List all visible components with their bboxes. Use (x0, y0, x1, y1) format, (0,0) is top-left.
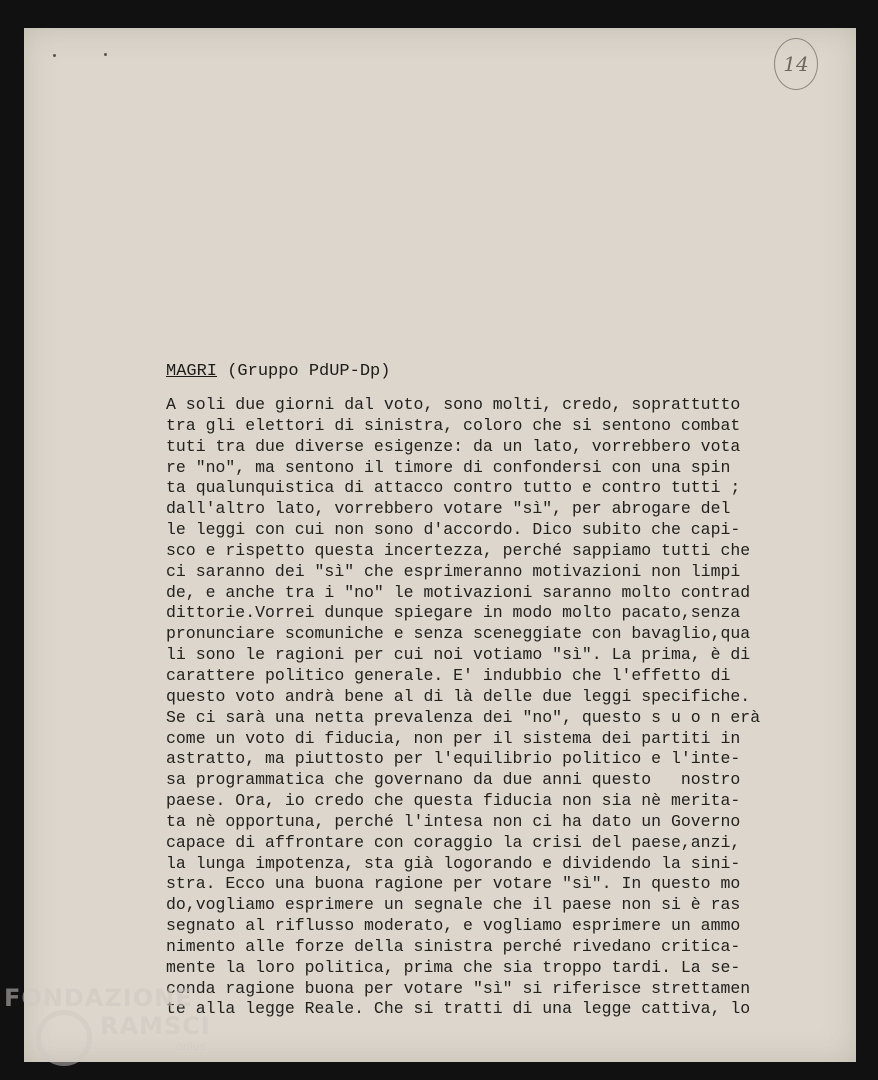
speaker-group: (Gruppo PdUP-Dp) (217, 362, 391, 381)
text-line: conda ragione buona per votare "sì" si riferisce strettamen (166, 978, 751, 998)
speech-text (166, 395, 760, 1020)
text-line: la lunga impotenza, sta già logorando e dividendo la sini- (166, 853, 741, 873)
text-line: li sono le ragioni per cui noi votiamo "sì". La prima, è di (166, 645, 751, 665)
watermark-line2: RAMSCI (100, 1012, 211, 1040)
text-line: do,vogliamo esprimere un segnale che il paese non si è ras (166, 895, 741, 915)
text-line: stra. Ecco una buona ragione per votare "sì". In questo mo (166, 874, 741, 894)
text-line: le leggi con cui non sono d'accordo. Dico subito che capi- (166, 520, 741, 540)
text-line: nimento alle forze della sinistra perché rivedano critica- (166, 936, 741, 956)
text-line: pronunciare scomuniche e senza sceneggiate con bavaglio,qua (166, 624, 751, 644)
text-line: re "no", ma sentono il timore di confondersi con una spin (166, 457, 731, 477)
text-line: mente la loro politica, prima che sia troppo tardi. La se- (166, 957, 741, 977)
text-line: A soli due giorni dal voto, sono molti, credo, soprattutto (166, 395, 741, 414)
text-line: ta qualunquistica di attacco contro tutto e contro tutti ; (166, 478, 741, 498)
text-line: sco e rispetto questa incertezza, perché sappiamo tutti che (166, 540, 751, 560)
text-line: te alla legge Reale. Che si tratti di una legge cattiva, lo (166, 999, 751, 1019)
text-line: ci saranno dei "sì" che esprimeranno motivazioni non limpi (166, 561, 741, 581)
watermark-line1: FONDAZIONE (4, 984, 193, 1012)
speaker-heading (166, 362, 390, 381)
text-line: Se ci sarà una netta prevalenza dei "no", questo s u o n erà (166, 707, 761, 727)
speaker-name: MAGRI (166, 362, 218, 381)
text-line: tra gli elettori di sinistra, coloro che si sentono combat (166, 415, 741, 435)
paper-mark (53, 54, 56, 57)
text-line: sa programmatica che governano da due anni questo nostro (166, 770, 741, 790)
document-page (24, 28, 856, 1062)
text-line: dittorie.Vorrei dunque spiegare in modo molto pacato,senza (166, 603, 741, 623)
text-line: ta nè opportuna, perché l'intesa non ci ha dato un Governo (166, 811, 741, 831)
paper-mark (104, 53, 107, 56)
text-line: paese. Ora, io credo che questa fiducia non sia nè merita- (166, 791, 741, 811)
text-line: come un voto di fiducia, non per il sistema dei partiti in (166, 728, 741, 748)
text-line: carattere politico generale. E' indubbio che l'effetto di (166, 665, 731, 685)
text-line: capace di affrontare con coraggio la crisi del paese,anzi, (166, 832, 741, 852)
page-number: 14 (774, 38, 818, 90)
text-line: tuti tra due diverse esigenze: da un lato, vorrebbero vota (166, 436, 741, 456)
watermark-subtitle: onlus (176, 1040, 206, 1053)
text-line: questo voto andrà bene al di là delle due leggi specifiche. (166, 686, 751, 706)
text-line: astratto, ma piuttosto per l'equilibrio politico e l'inte- (166, 749, 741, 769)
text-line: segnato al riflusso moderato, e vogliamo esprimere un ammo (166, 916, 741, 936)
text-line: de, e anche tra i "no" le motivazioni saranno molto contrad (166, 582, 751, 602)
text-line: dall'altro lato, vorrebbero votare "sì", per abrogare del (166, 499, 731, 519)
